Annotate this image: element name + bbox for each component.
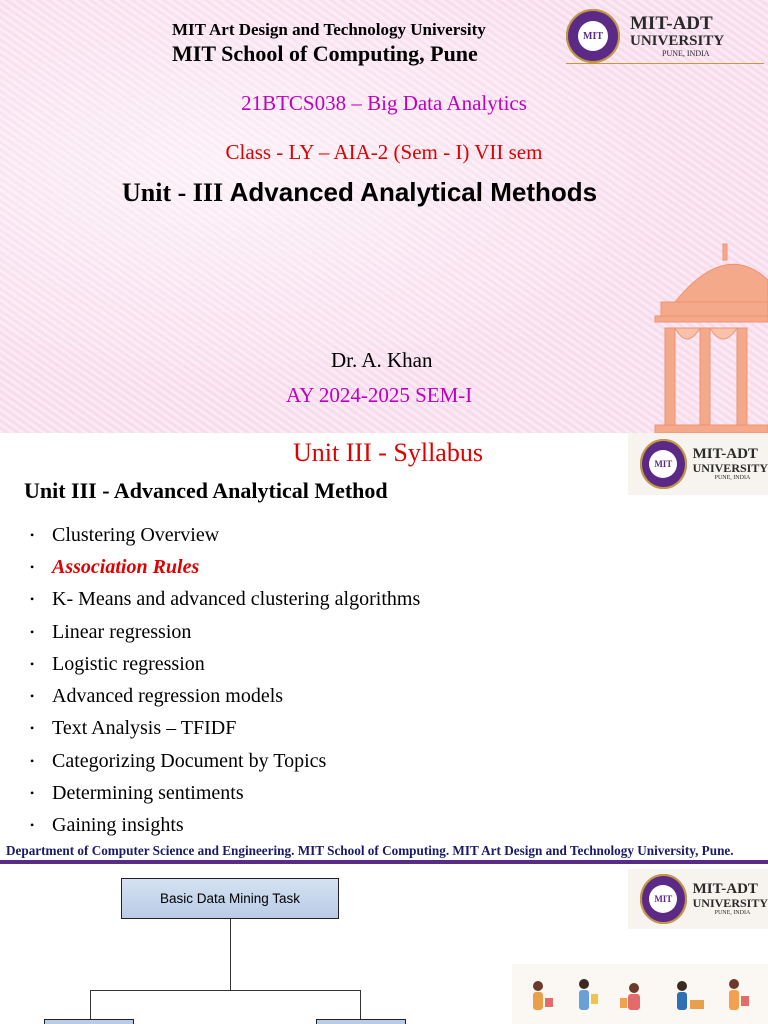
syllabus-item xyxy=(30,616,420,648)
author-name: Dr. A. Khan xyxy=(331,348,433,372)
syllabus-item-text: Linear regression xyxy=(52,620,192,643)
connector-line xyxy=(90,990,361,991)
logo-name-line1: MIT-ADT xyxy=(692,445,758,462)
footer-text: Department of Computer Science and Engineering. MIT School of Computing. MIT Art Design and Technology University, Pune. xyxy=(6,843,734,858)
title-slide xyxy=(0,0,768,433)
bullet-icon: • xyxy=(30,527,35,542)
syllabus-item-text: Association Rules xyxy=(52,555,200,578)
bullet-icon: • xyxy=(30,656,35,671)
bullet-icon: • xyxy=(30,721,35,736)
connector-line xyxy=(90,990,91,1020)
university-emblem-icon: MIT xyxy=(566,9,620,63)
data-mining-slide xyxy=(0,866,768,1024)
syllabus-item xyxy=(30,745,420,777)
bullet-icon: • xyxy=(30,753,35,768)
bullet-icon: • xyxy=(30,689,35,704)
course-code-title: 21BTCS038 – Big Data Analytics xyxy=(241,91,527,115)
syllabus-item xyxy=(30,519,420,551)
syllabus-item xyxy=(30,713,420,745)
connector-line xyxy=(360,990,361,1020)
mit-adt-logo xyxy=(628,869,768,929)
logo-location: PUNE, INDIA xyxy=(714,910,751,917)
syllabus-item-text: Logistic regression xyxy=(52,652,205,675)
bullet-icon: • xyxy=(30,786,35,801)
syllabus-item xyxy=(30,551,420,583)
logo-location: PUNE, INDIA xyxy=(662,48,710,58)
syllabus-item xyxy=(30,648,420,680)
syllabus-item xyxy=(30,810,420,842)
bullet-icon: • xyxy=(30,818,35,833)
logo-name-line2: UNIVERSITY xyxy=(692,461,768,476)
syllabus-item xyxy=(30,680,420,712)
unit-prefix: Unit - III xyxy=(122,178,224,207)
child-task-box xyxy=(316,1019,406,1024)
mit-adt-logo xyxy=(628,433,768,495)
dome-illustration-icon xyxy=(645,240,768,433)
logo-name-line2: UNIVERSITY xyxy=(692,896,768,911)
syllabus-item-text: Determining sentiments xyxy=(52,782,244,805)
syllabus-item-text: Categorizing Document by Topics xyxy=(52,749,327,772)
unit-name: Advanced Analytical Methods xyxy=(229,177,598,207)
bullet-icon: • xyxy=(30,592,35,607)
academic-year: AY 2024-2025 SEM-I xyxy=(286,383,473,407)
logo-name-line1: MIT-ADT xyxy=(692,880,758,897)
syllabus-slide xyxy=(0,433,768,861)
logo-name-line2: UNIVERSITY xyxy=(630,32,725,49)
syllabus-item xyxy=(30,777,420,809)
logo-underline xyxy=(566,63,764,64)
bullet-icon: • xyxy=(30,559,35,574)
syllabus-item-text: Clustering Overview xyxy=(52,523,220,546)
unit-title xyxy=(122,177,597,208)
mit-adt-logo xyxy=(566,10,764,62)
child-task-box xyxy=(44,1019,134,1024)
syllabus-item-text: Advanced regression models xyxy=(52,685,284,708)
university-emblem-icon: MIT xyxy=(640,874,687,924)
footer-divider xyxy=(0,860,768,864)
root-task-box: Basic Data Mining Task xyxy=(121,878,339,919)
shoppers-icon xyxy=(512,964,768,1024)
class-info: Class - LY – AIA-2 (Sem - I) VII sem xyxy=(225,140,543,164)
school-name: MIT School of Computing, Pune xyxy=(172,41,478,66)
syllabus-title: Unit III - Syllabus xyxy=(293,438,483,467)
university-name: MIT Art Design and Technology University xyxy=(172,20,486,39)
bullet-icon: • xyxy=(30,624,35,639)
logo-location: PUNE, INDIA xyxy=(714,475,751,482)
syllabus-item-text: Text Analysis – TFIDF xyxy=(52,717,237,740)
syllabus-heading: Unit III - Advanced Analytical Method xyxy=(24,478,388,503)
syllabus-item xyxy=(30,584,420,616)
university-emblem-icon: MIT xyxy=(640,439,687,489)
syllabus-item-text: Gaining insights xyxy=(52,814,184,837)
footer xyxy=(0,843,768,865)
connector-line xyxy=(230,919,231,990)
shopping-people-illustration xyxy=(512,964,768,1024)
syllabus-item-text: K- Means and advanced clustering algorithms xyxy=(52,588,421,611)
syllabus-list xyxy=(30,519,420,842)
logo-name-line1: MIT-ADT xyxy=(630,12,713,34)
